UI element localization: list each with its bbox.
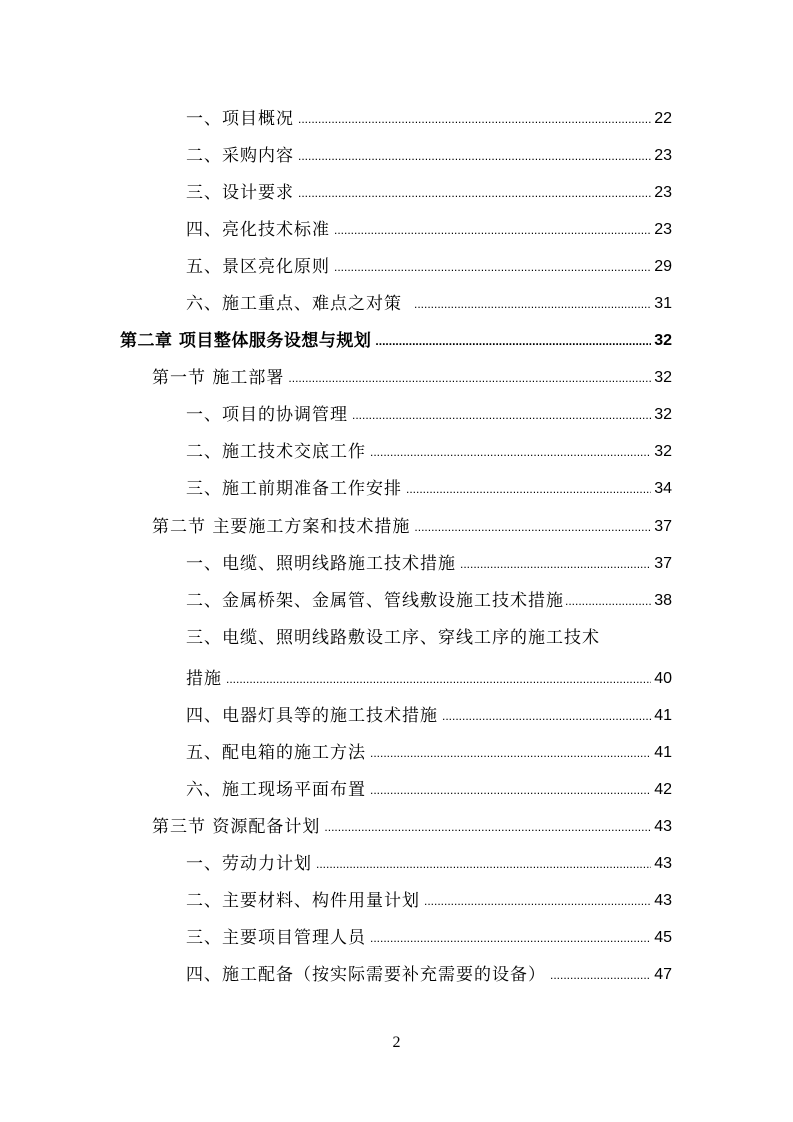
toc-entry-page: 34 bbox=[654, 480, 672, 497]
toc-entry-title: 一、电缆、照明线路施工技术措施 bbox=[186, 554, 456, 574]
toc-entry-page: 22 bbox=[654, 110, 672, 127]
toc-entry-page: 40 bbox=[654, 670, 672, 687]
toc-entry-wrapped[interactable] bbox=[186, 619, 672, 649]
page-number: 2 bbox=[392, 1034, 401, 1051]
toc-entry[interactable] bbox=[186, 734, 672, 764]
toc-entry-title: 四、电器灯具等的施工技术措施 bbox=[186, 706, 438, 726]
dot-leader bbox=[370, 441, 651, 463]
dot-leader bbox=[424, 890, 651, 912]
toc-entry-title: 六、施工重点、难点之对策 bbox=[186, 294, 402, 314]
toc-entry-page: 43 bbox=[654, 818, 672, 835]
toc-entry-page: 42 bbox=[654, 781, 672, 798]
toc-entry-page: 32 bbox=[654, 406, 672, 423]
toc-entry-title: 六、施工现场平面布置 bbox=[186, 780, 366, 800]
toc-entry-page: 43 bbox=[654, 892, 672, 909]
toc-entry[interactable] bbox=[186, 248, 672, 278]
toc-entry-page: 47 bbox=[654, 966, 672, 983]
dot-leader bbox=[324, 816, 651, 838]
dot-leader bbox=[414, 516, 651, 538]
toc-entry-page: 23 bbox=[654, 221, 672, 238]
toc-entry-page: 41 bbox=[654, 744, 672, 761]
toc-entry-page: 45 bbox=[654, 929, 672, 946]
toc-entry-page: 32 bbox=[654, 369, 672, 386]
toc-entry[interactable] bbox=[186, 845, 672, 875]
dot-leader bbox=[298, 145, 651, 167]
toc-entry[interactable] bbox=[186, 433, 672, 463]
dot-leader bbox=[375, 330, 651, 352]
toc-entry-title: 三、主要项目管理人员 bbox=[186, 928, 366, 948]
toc-entry-title: 第一节 施工部署 bbox=[152, 368, 285, 388]
toc-section-entry[interactable] bbox=[152, 359, 672, 389]
toc-section-entry[interactable] bbox=[152, 808, 672, 838]
toc-entry-page: 41 bbox=[654, 707, 672, 724]
toc-entry[interactable] bbox=[186, 582, 672, 612]
toc-entry-page: 29 bbox=[654, 258, 672, 275]
toc-entry-title: 五、配电箱的施工方法 bbox=[186, 743, 366, 763]
toc-entry-page: 32 bbox=[654, 332, 672, 349]
toc-entry[interactable] bbox=[186, 396, 672, 426]
toc-entry-title: 三、施工前期准备工作安排 bbox=[186, 479, 402, 499]
toc-entry-title: 一、项目的协调管理 bbox=[186, 405, 348, 425]
toc-entry-title: 一、项目概况 bbox=[186, 109, 294, 129]
toc-entry[interactable] bbox=[186, 285, 672, 315]
dot-leader bbox=[288, 367, 651, 389]
toc-entry-title: 四、亮化技术标准 bbox=[186, 220, 330, 240]
toc-entry-title: 第二节 主要施工方案和技术措施 bbox=[152, 517, 411, 537]
toc-entry[interactable] bbox=[186, 697, 672, 727]
toc-entry-title: 二、主要材料、构件用量计划 bbox=[186, 891, 420, 911]
toc-entry-title: 四、施工配备（按实际需要补充需要的设备） bbox=[186, 965, 546, 985]
dot-leader bbox=[370, 779, 651, 801]
toc-entry-page: 37 bbox=[654, 555, 672, 572]
dot-leader bbox=[298, 182, 651, 204]
dot-leader bbox=[442, 705, 651, 727]
toc-entry-title: 二、施工技术交底工作 bbox=[186, 442, 366, 462]
toc-entry[interactable] bbox=[186, 882, 672, 912]
toc-entry-page: 23 bbox=[654, 147, 672, 164]
toc-entry[interactable] bbox=[186, 956, 672, 986]
dot-leader bbox=[298, 108, 651, 130]
toc-entry[interactable] bbox=[186, 919, 672, 949]
toc-entry-title: 第二章 项目整体服务设想与规划 bbox=[120, 331, 372, 351]
toc-entry-title: 一、劳动力计划 bbox=[186, 854, 312, 874]
toc-entry[interactable] bbox=[186, 100, 672, 130]
toc-entry-page: 23 bbox=[654, 184, 672, 201]
dot-leader bbox=[370, 927, 651, 949]
toc-entry[interactable] bbox=[186, 174, 672, 204]
toc-entry[interactable] bbox=[186, 545, 672, 575]
toc-chapter-entry[interactable] bbox=[120, 322, 672, 352]
dot-leader bbox=[565, 590, 651, 612]
dot-leader bbox=[226, 668, 651, 690]
dot-leader bbox=[414, 293, 651, 315]
toc-entry-page: 31 bbox=[654, 295, 672, 312]
toc-section-entry[interactable] bbox=[152, 508, 672, 538]
dot-leader bbox=[550, 964, 651, 986]
toc-entry[interactable] bbox=[186, 470, 672, 500]
dot-leader bbox=[334, 219, 651, 241]
dot-leader bbox=[406, 478, 651, 500]
toc-entry[interactable] bbox=[186, 211, 672, 241]
toc-entry-title: 二、采购内容 bbox=[186, 146, 294, 166]
dot-leader bbox=[370, 742, 651, 764]
toc-entry-title: 第三节 资源配备计划 bbox=[152, 817, 321, 837]
toc-entry[interactable] bbox=[186, 771, 672, 801]
toc-entry-title: 二、金属桥架、金属管、管线敷设施工技术措施 bbox=[186, 591, 564, 611]
toc-entry-title: 三、设计要求 bbox=[186, 183, 294, 203]
dot-leader bbox=[316, 853, 651, 875]
toc-entry-continuation[interactable] bbox=[186, 660, 672, 690]
toc-entry-page: 38 bbox=[654, 592, 672, 609]
toc-entry-title-continuation: 措施 bbox=[186, 669, 222, 689]
toc-entry-page: 43 bbox=[654, 855, 672, 872]
toc-entry-title: 五、景区亮化原则 bbox=[186, 257, 330, 277]
toc-entry[interactable] bbox=[186, 137, 672, 167]
toc-entry-title: 三、电缆、照明线路敷设工序、穿线工序的施工技术 bbox=[186, 628, 600, 648]
toc-entry-page: 32 bbox=[654, 443, 672, 460]
dot-leader bbox=[460, 553, 651, 575]
toc-entry-page: 37 bbox=[654, 518, 672, 535]
dot-leader bbox=[334, 256, 651, 278]
dot-leader bbox=[352, 404, 651, 426]
